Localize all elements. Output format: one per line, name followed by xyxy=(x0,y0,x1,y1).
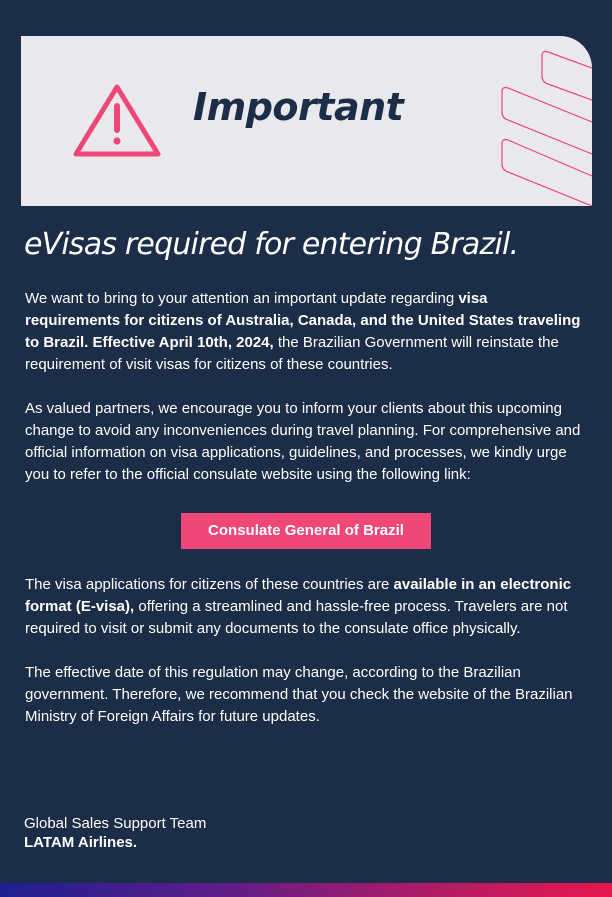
signature-team: Global Sales Support Team xyxy=(24,815,207,832)
p3-text-2: offering a streamlined and hassle-free process. Travelers are not required to visit or submit any documents to the consulate office physically. xyxy=(25,598,568,637)
signature-company: LATAM Airlines. xyxy=(24,834,138,851)
p1-text-1: We want to bring to your attention an important update regarding xyxy=(25,290,459,307)
p1-bold: visa requirements for citizens of Australia, Canada, and the United States traveling to Brazil. Effective April 10th, 2024, xyxy=(25,290,581,351)
footer-gradient-bar xyxy=(0,883,612,897)
banner-title: Important xyxy=(193,85,404,129)
p3-bold: available in an electronic format (E-visa), xyxy=(25,576,572,615)
warning-triangle-icon xyxy=(71,82,163,160)
consulate-link-button[interactable]: Consulate General of Brazil xyxy=(181,513,431,549)
paragraph-partners: As valued partners, we encourage you to inform your clients about this upcoming change to avoid any inconveniences during travel planning. For comprehensive and official information on visa applications, guidelines, and processes, we kindly urge you to refer to the official consulate website using the following link: xyxy=(25,400,581,483)
decorative-stripes-icon xyxy=(500,50,592,206)
p1-text-2: the Brazilian Government will reinstate the requirement of visit visas for citizens of these countries. xyxy=(25,334,559,373)
p3-text-1: The visa applications for citizens of these countries are xyxy=(25,576,394,593)
paragraph-visa-update xyxy=(25,288,581,376)
page-headline: eVisas required for entering Brazil. xyxy=(24,227,519,262)
important-banner xyxy=(21,36,592,206)
paragraph-effective-date: The effective date of this regulation may change, according to the Brazilian government. Therefore, we recommend that you check the website of the Brazilian Ministry of Foreign Affairs for future updates. xyxy=(25,664,573,725)
paragraph-evisa xyxy=(25,574,581,640)
